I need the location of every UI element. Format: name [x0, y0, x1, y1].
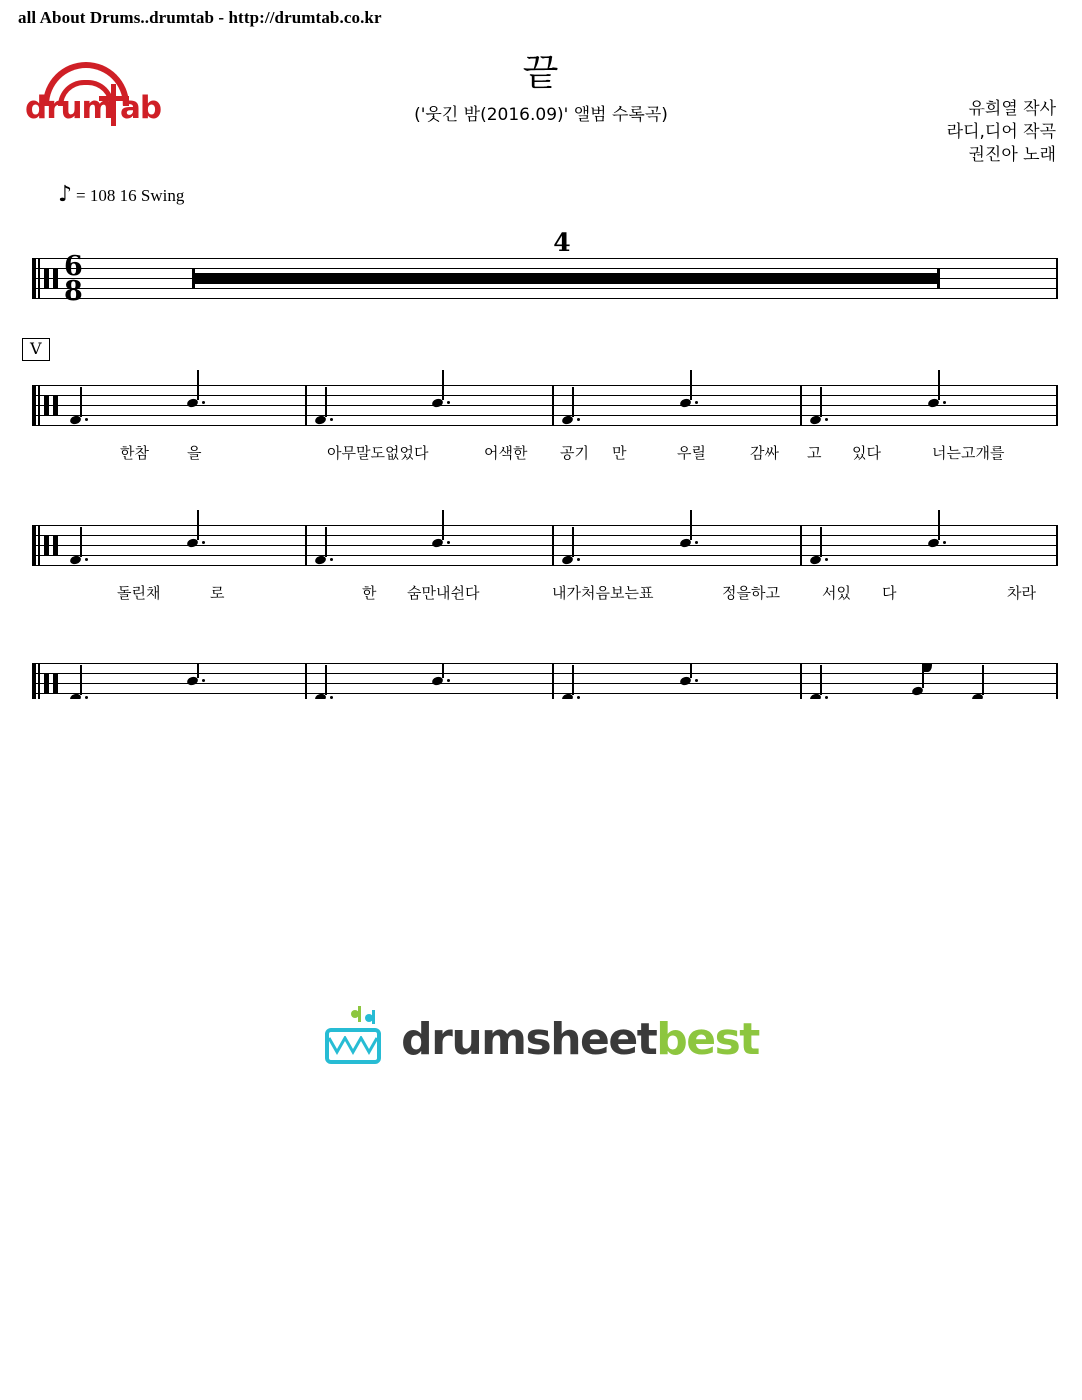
page-subtitle: ('웃긴 밤(2016.09)' 앨범 수록곡) [414, 105, 668, 125]
time-signature-top: 6 [64, 251, 83, 282]
staff-start-bar-thin-3 [38, 525, 40, 566]
drum-icon [323, 1010, 389, 1068]
page-title: 끝 [522, 51, 560, 94]
multi-measure-rest [192, 273, 940, 284]
brand-word-2: best [656, 1013, 759, 1065]
staff-system-3 [32, 525, 1058, 602]
logo-wordmark: drum [25, 90, 113, 126]
staff-lines-4 [32, 663, 1058, 699]
staff-lines-2 [32, 385, 1058, 425]
tempo-marking [58, 182, 185, 207]
lyric-syllable: 너는고개를 [932, 444, 1005, 462]
lyric-syllable: 을 [187, 444, 202, 462]
staff-start-bar-thick-3 [32, 525, 36, 566]
system-end-barline-3 [1056, 525, 1058, 566]
lyric-syllable: 숨만내쉰다 [407, 584, 480, 602]
drumsheetbest-brand [0, 1010, 1082, 1068]
eighth-note-icon: ♪ [58, 182, 73, 207]
lyric-syllable: 차라 [1007, 584, 1036, 602]
credit-singer: 권진아 노래 [968, 145, 1056, 165]
time-signature-bottom: 8 [64, 276, 83, 307]
barline [305, 385, 307, 426]
lyric-syllable: 우릴 [677, 444, 706, 462]
percussion-clef-icon [44, 268, 58, 289]
credit-lyricist: 유희열 작사 [968, 99, 1056, 119]
lyric-syllable: 공기 [560, 444, 589, 462]
percussion-clef-icon-2 [44, 395, 58, 416]
system-end-barline-1 [1056, 258, 1058, 299]
barline [800, 525, 802, 566]
staff-start-bar-thin-4 [38, 663, 40, 699]
system-end-barline-4 [1056, 663, 1058, 699]
lyric-syllable: 고 [807, 444, 822, 462]
credit-composer: 라디,디어 작곡 [946, 122, 1056, 142]
staff-start-bar-thick-2 [32, 385, 36, 426]
barline [552, 385, 554, 426]
tempo-text: = 108 16 Swing [76, 186, 185, 205]
lyrics-line-1 [32, 442, 1058, 464]
staff-start-bar-thin-2 [38, 385, 40, 426]
multi-measure-rest-cap-right [937, 268, 940, 289]
barline [305, 663, 307, 699]
logo-wordmark-2: ab [120, 90, 162, 126]
barline [800, 663, 802, 699]
lyric-syllable: 다 [882, 584, 897, 602]
percussion-clef-icon-4 [44, 673, 58, 694]
brand-word-1: drumsheet [401, 1013, 657, 1065]
drum-zigzag [329, 1036, 377, 1056]
lyric-syllable: 돌린채 [117, 584, 161, 602]
lyric-syllable: 있다 [852, 444, 881, 462]
system-end-barline-2 [1056, 385, 1058, 426]
lyric-syllable: 어색한 [484, 444, 528, 462]
lyric-syllable: 정을하고 [722, 584, 780, 602]
section-marker-verse: V [22, 338, 50, 361]
lyric-syllable: 감싸 [750, 444, 779, 462]
percussion-clef-icon-3 [44, 535, 58, 556]
staff-start-bar-thick-4 [32, 663, 36, 699]
staff-system-1 [32, 228, 1058, 307]
lyric-syllable: 한참 [120, 444, 149, 462]
lyric-syllable: 한 [362, 584, 377, 602]
barline [552, 525, 554, 566]
staff-lines-3 [32, 525, 1058, 565]
staff-system-4 [32, 663, 1058, 703]
credits-block [947, 98, 1056, 167]
barline [552, 663, 554, 699]
lyric-syllable: 만 [612, 444, 627, 462]
staff-start-bar-thick [32, 258, 36, 299]
staff-system-2 [32, 385, 1058, 462]
lyric-syllable: 서있 [822, 584, 851, 602]
time-signature [64, 251, 83, 307]
lyric-syllable: 아무말도없었다 [327, 444, 429, 462]
barline [800, 385, 802, 426]
multi-measure-rest-cap-left [192, 268, 195, 289]
multi-measure-rest-count: 4 [553, 228, 571, 257]
lyric-syllable: 내가처음보는표 [552, 584, 654, 602]
brand-wordmark [401, 1014, 759, 1065]
site-header-line: all About Drums..drumtab - http://drumtab.co.kr [18, 8, 382, 27]
staff-lines-1 [32, 228, 1058, 307]
lyrics-line-2 [32, 582, 1058, 604]
barline [305, 525, 307, 566]
staff-start-bar-thin [38, 258, 40, 299]
lyric-syllable: 로 [210, 584, 225, 602]
